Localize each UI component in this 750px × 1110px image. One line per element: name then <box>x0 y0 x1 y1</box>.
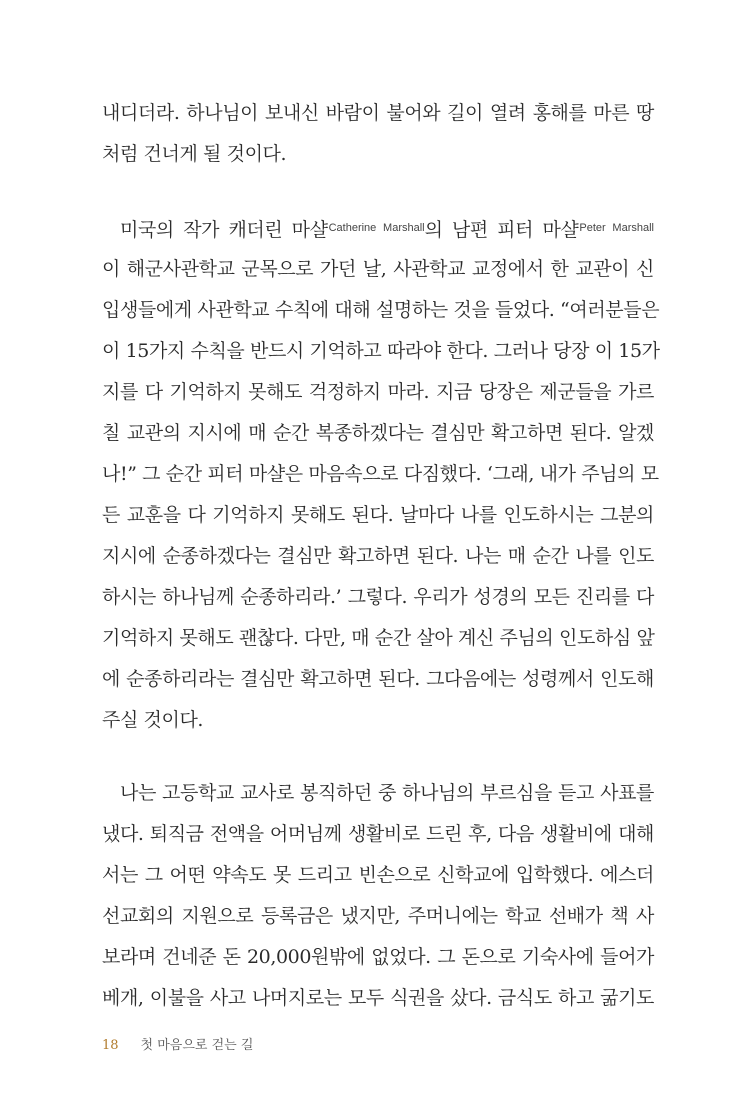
book-title: 첫 마음으로 걷는 길 <box>140 1038 254 1053</box>
english-gloss: Catherine Marshall <box>328 222 425 234</box>
text-line: 지시에 순종하겠다는 결심만 확고하면 된다. 나는 매 순간 나를 인도 <box>102 545 654 567</box>
text-line: 나!” 그 순간 피터 마샬은 마음속으로 다짐했다. ‘그래, 내가 주님의 모 <box>102 463 659 485</box>
text-line: 입생들에게 사관학교 수칙에 대해 설명하는 것을 들었다. “여러분들은 <box>102 299 660 321</box>
text-line: 나는 고등학교 교사로 봉직하던 중 하나님의 부르심을 듣고 사표를 <box>120 782 654 804</box>
page-number: 18 <box>102 1038 119 1053</box>
text-line: 처럼 건너게 될 것이다. <box>102 143 287 165</box>
english-gloss: Peter Marshall <box>579 222 654 234</box>
text-line: 이 15가지 수칙을 반드시 기억하고 따라야 한다. 그러나 당장 이 15가 <box>102 340 660 362</box>
text-line: 냈다. 퇴직금 전액을 어머님께 생활비로 드린 후, 다음 생활비에 대해 <box>102 823 654 845</box>
text-line: 지를 다 기억하지 못해도 걱정하지 마라. 지금 당장은 제군들을 가르 <box>102 381 654 403</box>
text-line: 기억하지 못해도 괜찮다. 다만, 매 순간 살아 계신 주님의 인도하심 앞 <box>102 627 655 649</box>
text-line: 선교회의 지원으로 등록금은 냈지만, 주머니에는 학교 선배가 책 사 <box>102 905 654 927</box>
text-line: 이 해군사관학교 군목으로 가던 날, 사관학교 교정에서 한 교관이 신 <box>102 258 654 280</box>
text-line: 칠 교관의 지시에 매 순간 복종하겠다는 결심만 확고하면 된다. 알겠 <box>102 422 654 444</box>
page-footer <box>102 1036 253 1056</box>
text-segment: 의 남편 피터 마샬 <box>424 219 579 241</box>
text-line: 에 순종하리라는 결심만 확고하면 된다. 그다음에는 성령께서 인도해 <box>102 668 654 690</box>
text-line: 든 교훈을 다 기억하지 못해도 된다. 날마다 나를 인도하시는 그분의 <box>102 504 654 526</box>
text-line: 서는 그 어떤 약속도 못 드리고 빈손으로 신학교에 입학했다. 에스더 <box>102 864 654 886</box>
text-segment: 미국의 작가 캐더린 마샬 <box>120 219 328 241</box>
text-line: 보라며 건네준 돈 20,000원밖에 없었다. 그 돈으로 기숙사에 들어가 <box>102 946 654 968</box>
text-line: 하시는 하나님께 순종하리라.’ 그렇다. 우리가 성경의 모든 진리를 다 <box>102 586 654 608</box>
text-line: 내디더라. 하나님이 보내신 바람이 불어와 길이 열려 홍해를 마른 땅 <box>102 102 654 124</box>
text-line: 주실 것이다. <box>102 709 204 731</box>
text-line: 베개, 이불을 사고 나머지로는 모두 식권을 샀다. 금식도 하고 굶기도 <box>102 987 654 1009</box>
text-line-first-with-gloss <box>120 213 654 243</box>
